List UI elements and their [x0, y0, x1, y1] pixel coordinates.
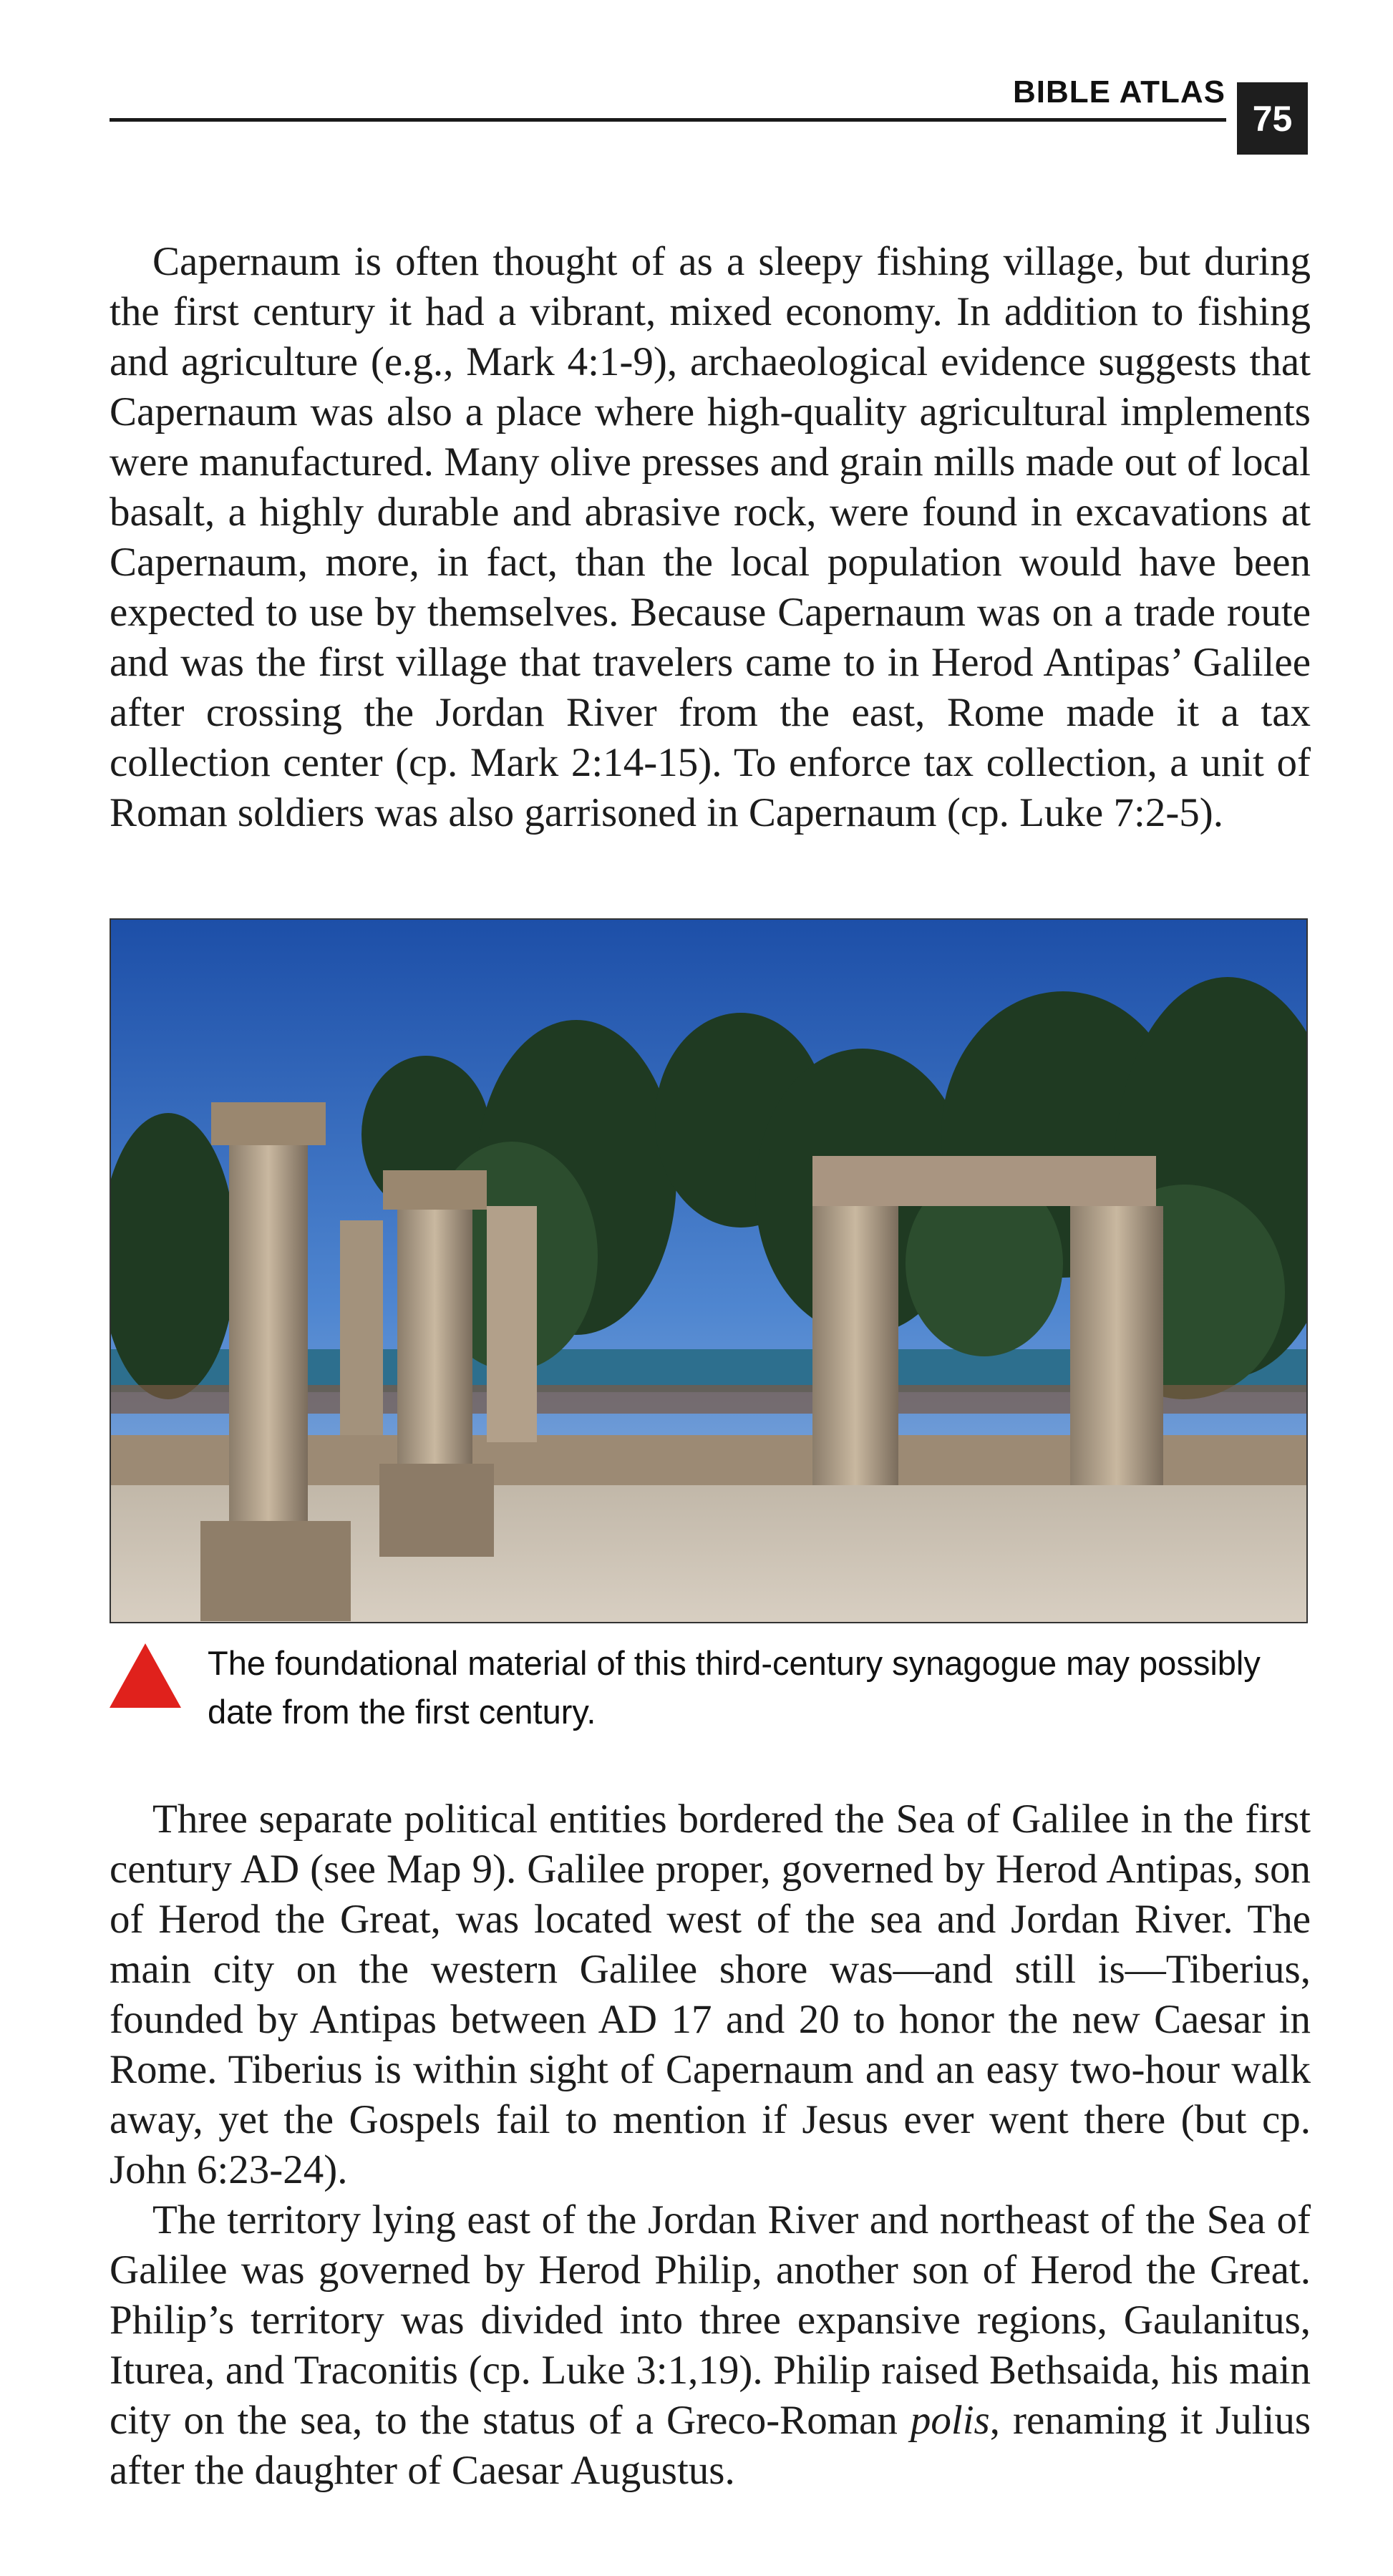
paragraph: Three separate political entities bordered the Sea of Galilee in the first century AD (see Map 9). Galilee proper, governed by Herod Antipas, son of Herod the Great, was located west of the sea and Jordan River. The main city on the western Galilee shore was—and still is—Tiberius, founded by Antipas between AD 17 and 20 to honor the new Caesar in Rome. Tiberius is within sight of Capernaum and an easy two-hour walk away, yet the Gospels fail to mention if Jesus ever went there (but cp. John 6:23-24). [110, 1797, 1311, 2192]
paragraph [110, 2195, 1311, 2496]
paragraph: Capernaum is often thought of as a sleepy fishing village, but during the first century it had a vibrant, mixed economy. In addition to fishing and agriculture (e.g., Mark 4:1-9), archaeological evidence suggests that Capernaum was also a place where high-quality agricultural implements were manufactured. Many olive presses and grain mills made out of local basalt, a highly durable and abrasive rock, were found in excavations at Capernaum, more, in fact, than the local population would have been expected to use by themselves. Because Capernaum was on a trade route and was the first village that travelers came to in Herod Antipas’ Galilee after crossing the Jordan River from the east, Rome made it a tax collection center (cp. Mark 2:14-15). To enforce tax collection, a unit of Roman soldiers was also garrisoned in Capernaum (cp. Luke 7:2-5). [110, 239, 1311, 835]
figure-caption [110, 1639, 1311, 1761]
paragraph-text: , renaming it Julius after the daughter of Caesar Augustus. [110, 2398, 1311, 2493]
body-text-top [110, 237, 1311, 838]
body-text-bottom [110, 1794, 1311, 2496]
page-number: 75 [1237, 82, 1308, 155]
italic-word: polis [910, 2398, 990, 2443]
synagogue-photo [110, 918, 1308, 1623]
running-title: BIBLE ATLAS [1013, 74, 1225, 110]
red-triangle-icon [110, 1643, 181, 1708]
synagogue-photo-illustration [111, 920, 1308, 1623]
paragraph-text: The territory lying east of the Jordan River and northeast of the Sea of Galilee was governed by Herod Philip, another son of Herod the Great. Philip’s territory was divided into three expansive regions, Gaulanitus, Iturea, and Traconitis (cp. Luke 3:1,19). Philip raised Bethsaida, his main city on the sea, to the status of a Greco-Roman [110, 2197, 1311, 2443]
caption-text: The foundational material of this third-century synagogue may possibly date from the first century. [208, 1644, 1261, 1731]
header-rule [110, 118, 1226, 122]
